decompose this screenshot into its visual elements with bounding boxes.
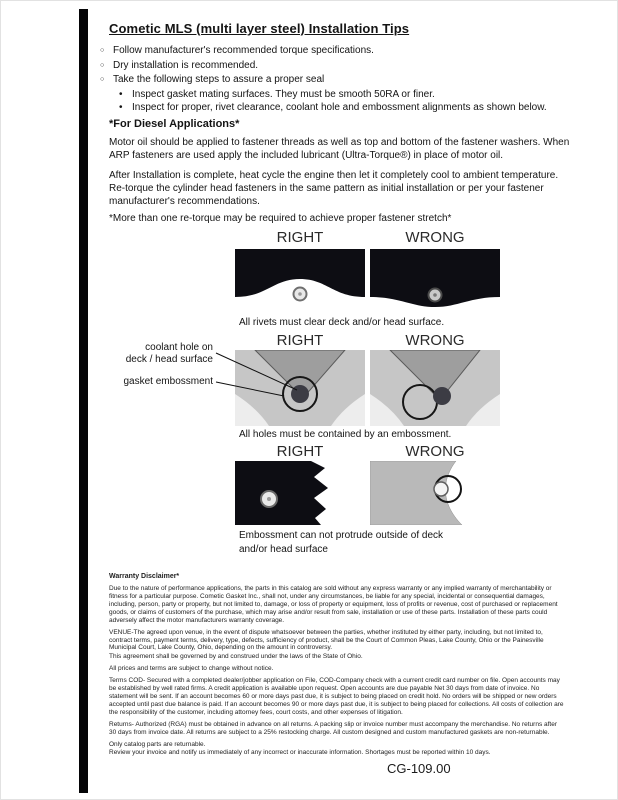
tip-item xyxy=(100,60,547,72)
row3-caption-line2: and/or head surface xyxy=(239,543,328,555)
diesel-paragraph-2: After Installation is complete, heat cycle the engine then let it completely cool to ambient temperature. Re-torque the cylinder head fasteners in the same pattern as initial installation or per your fastener manufacturer's recommendations. xyxy=(109,170,559,208)
disclaimer-paragraph: Review your invoice and notify us immediately of any incorrect or inaccurate information. Shortages must be reported within 10 days. xyxy=(109,749,491,757)
rivet-clearance-right-diagram xyxy=(235,249,365,313)
wrong-label-row3: WRONG xyxy=(405,443,465,460)
row1-caption: All rivets must clear deck and/or head surface. xyxy=(239,317,445,328)
embossment-protrusion-right-diagram xyxy=(235,461,365,525)
tip-subitem xyxy=(119,102,547,113)
disclaimer-paragraph: Only catalog parts are returnable. xyxy=(109,740,206,748)
right-label-row1: RIGHT xyxy=(276,229,324,246)
wrong-label-row1: WRONG xyxy=(405,229,465,246)
embossment-containment-right-diagram xyxy=(235,350,365,426)
open-bullet-icon: ○ xyxy=(100,76,105,84)
open-bullet-icon: ○ xyxy=(100,47,105,54)
disclaimer-paragraph: Terms COD- Secured with a completed dealer/jobber application on File, COD-Company check with a current credit card number on file. Open accounts may be established by well rated firms. A credit application is available upon request. Open accounts are due payable Net 30 days from date of invoice. No statement will be sent. If an account becomes 60 or more days past due, it is subject to being placed on credit hold. No orders will be shipped or new orders accepted until past due balance is paid. If an account becomes 90 or more days past due, it is subject to being placed for collections. All costs of collection are the responsibility of the customer, including attorney fees, court costs, and other expenses of litigation. xyxy=(109,677,564,716)
tip-text: Follow manufacturer's recommended torque specifications. xyxy=(113,45,374,56)
wrong-label-row2: WRONG xyxy=(405,332,465,349)
right-label-row2: RIGHT xyxy=(276,332,324,349)
coolant-hole-callout-line1: coolant hole on xyxy=(145,342,213,353)
row2-caption: All holes must be contained by an embossment. xyxy=(239,429,452,440)
row3-caption xyxy=(239,529,443,556)
disclaimer-paragraph: Due to the nature of performance applications, the parts in this catalog are sold without any express warranty or any implied warranty of merchantability or fitness for a particular purpose. Cometic Gasket Inc., shall not, under any circumstances, be liable for any special, incidental or consequential damages, including, person, party or property, but not limited to, damage, or loss of property or equipment, loss of profits or revenue, cost of purchased or replacement goods, or claims of customers of the purchase, which may arise and/or result from sale, installation or use of these parts. Installation of these parts could adversely affect the motor manufacturers warranty coverage. xyxy=(109,585,558,624)
disclaimer-paragraph: All prices and terms are subject to change without notice. xyxy=(109,665,274,673)
tip-item xyxy=(100,45,547,57)
embossment-containment-wrong-diagram xyxy=(370,350,500,426)
warranty-disclaimer-section xyxy=(109,573,565,762)
tip-subitem xyxy=(119,89,547,100)
gasket-embossment-callout: gasket embossment xyxy=(123,376,213,387)
rivet-clearance-wrong-diagram xyxy=(370,249,500,313)
tip-text: Dry installation is recommended. xyxy=(113,59,259,71)
embossment-protrusion-wrong-diagram xyxy=(370,461,500,525)
tip-text: Take the following steps to assure a proper seal xyxy=(113,74,325,86)
filled-bullet-icon: • xyxy=(119,88,123,100)
row3-caption-line1: Embossment can not protrude outside of deck xyxy=(239,530,444,541)
warranty-disclaimer-heading: Warranty Disclaimer* xyxy=(109,573,180,580)
tip-text: Inspect for proper, rivet clearance, coolant hole and embossment alignments as shown below. xyxy=(132,102,547,114)
disclaimer-paragraph: Returns- Authorized (RGA) must be obtained in advance on all returns. A packing slip or invoice number must accompany the merchandise. No returns after 30 days from invoice date. All returns are subject to a 25% restocking charge. All custom designed and custom manufactured gaskets are non-returnable. xyxy=(109,720,558,736)
open-bullet-icon: ○ xyxy=(100,61,105,69)
retorque-note: *More than one re-torque may be required to achieve proper fastener stretch* xyxy=(109,213,452,224)
diesel-applications-heading: *For Diesel Applications* xyxy=(109,118,240,130)
page-title: Cometic MLS (multi layer steel) Installation Tips xyxy=(109,21,410,36)
diagram-section xyxy=(1,229,618,559)
right-label-row3: RIGHT xyxy=(276,443,324,460)
disclaimer-paragraph: VENUE-The agreed upon venue, in the event of dispute whatsoever between the parties, whether instituted by either party, including, but not limited to, contract terms, payment terms, delivery, type, defects, sufficiency of product, shall be the Court of Common Pleas, Lake County, Ohio or the Painesville Municipal Court, Lake County, Ohio, depending on the amount in controversy. xyxy=(109,628,544,652)
tip-item xyxy=(100,74,547,86)
coolant-hole-callout xyxy=(111,342,213,366)
disclaimer-paragraph: This agreement shall be governed by and construed under the laws of the State of Ohio. xyxy=(109,652,363,660)
diesel-paragraph-1: Motor oil should be applied to fastener threads as well as top and bottom of the fastener washers. When ARP fasteners are used apply the included lubricant (Ultra-Torque®) in place of motor oil. xyxy=(109,137,570,162)
coolant-hole-callout-line2: deck / head surface xyxy=(125,353,213,365)
installation-tips-list xyxy=(100,45,547,116)
page-number: CG-109.00 xyxy=(387,761,451,776)
filled-bullet-icon: • xyxy=(119,102,123,114)
tip-text: Inspect gasket mating surfaces. They must be smooth 50RA or finer. xyxy=(132,88,435,100)
